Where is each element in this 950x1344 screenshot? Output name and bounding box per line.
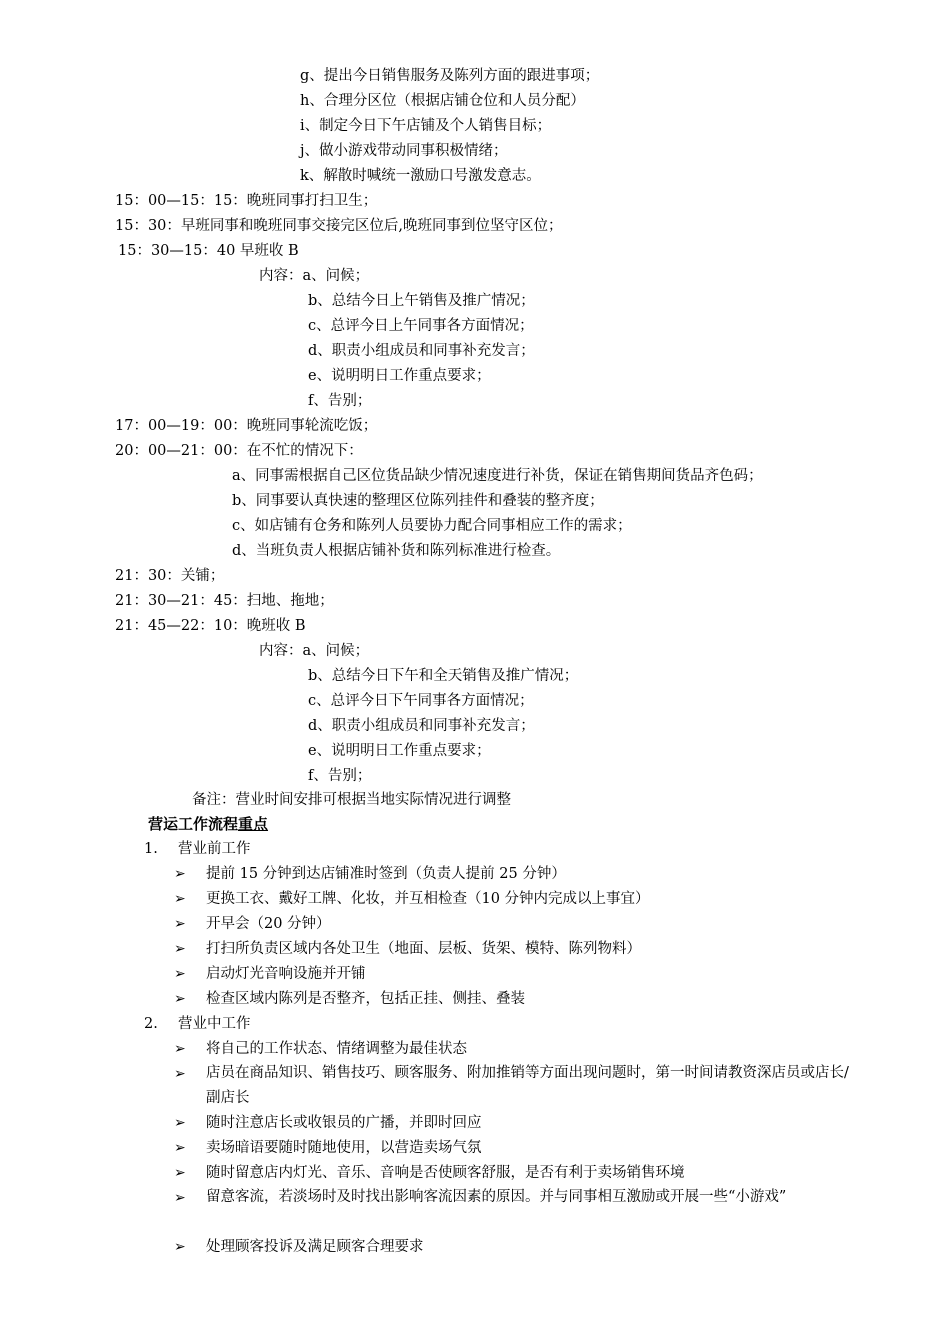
part-number: 2. xyxy=(144,1016,158,1032)
list-item: 开早会（20 分钟） xyxy=(206,916,331,932)
list-item: f、告别； xyxy=(308,393,372,409)
list-item: 随时留意店内灯光、音乐、音响是否使顾客舒服，是否有利于卖场销售环境 xyxy=(206,1165,685,1181)
section-title-main: 营运工作流程 xyxy=(148,815,239,833)
list-item: 将自己的工作状态、情绪调整为最佳状态 xyxy=(206,1041,467,1057)
list-item: 打扫所负责区域内各处卫生（地面、层板、货架、模特、陈列物料） xyxy=(206,941,641,957)
list-item: 留意客流，若淡场时及时找出影响客流因素的原因。并与同事相互激励或开展一些“小游戏” xyxy=(206,1189,787,1205)
schedule-line: 21：45—22：10：晚班收 B xyxy=(115,618,306,634)
list-item: 店员在商品知识、销售技巧、顾客服务、附加推销等方面出现问题时，第一时间请教资深店员或店长/副店长 xyxy=(206,1065,849,1106)
list-item: a、同事需根据自己区位货品缺少情况速度进行补货，保证在销售期间货品齐色码； xyxy=(232,468,763,484)
list-item: c、总评今日上午同事各方面情况； xyxy=(308,318,534,334)
list-item: 启动灯光音响设施并开铺 xyxy=(206,966,366,982)
schedule-line: 20：00—21：00：在不忙的情况下： xyxy=(115,443,363,459)
list-item: 提前 15 分钟到达店铺准时签到（负责人提前 25 分钟） xyxy=(206,866,566,882)
list-item: 检查区域内陈列是否整齐，包括正挂、侧挂、叠装 xyxy=(206,991,525,1007)
arrow-bullet-icon: ➢ xyxy=(174,991,186,1007)
list-item: f、告别； xyxy=(308,768,372,784)
schedule-line: 15：00—15：15：晚班同事打扫卫生； xyxy=(115,193,378,209)
meeting-content-label: 内容：a、问候； xyxy=(259,268,370,284)
arrow-bullet-icon: ➢ xyxy=(174,916,186,932)
list-item: b、同事要认真快速的整理区位陈列挂件和叠装的整齐度； xyxy=(232,493,604,509)
list-item: c、如店铺有仓务和陈列人员要协力配合同事相应工作的需求； xyxy=(232,518,632,534)
list-item: d、职责小组成员和同事补充发言； xyxy=(308,718,535,734)
arrow-bullet-icon: ➢ xyxy=(174,1041,186,1057)
arrow-bullet-icon: ➢ xyxy=(174,966,186,982)
section-title xyxy=(148,815,268,833)
schedule-line: 15：30：早班同事和晚班同事交接完区位后,晚班同事到位坚守区位； xyxy=(115,218,563,234)
list-item: d、当班负责人根据店铺补货和陈列标准进行检查。 xyxy=(232,543,561,559)
arrow-bullet-icon: ➢ xyxy=(174,1140,186,1156)
section-title-emphasis: 重点 xyxy=(238,815,269,833)
list-item: h、合理分区位（根据店铺仓位和人员分配） xyxy=(300,93,585,109)
list-item: i、制定今日下午店铺及个人销售目标； xyxy=(300,118,552,134)
part-label: 营业前工作 xyxy=(178,841,251,857)
arrow-bullet-icon: ➢ xyxy=(174,866,186,882)
list-item: 处理顾客投诉及满足顾客合理要求 xyxy=(206,1239,424,1255)
list-item: 随时注意店长或收银员的广播，并即时回应 xyxy=(206,1115,482,1131)
list-item: e、说明明日工作重点要求； xyxy=(308,743,491,759)
list-item: g、提出今日销售服务及陈列方面的跟进事项； xyxy=(300,68,600,84)
schedule-line: 21：30—21：45：扫地、拖地； xyxy=(115,593,334,609)
list-item: b、总结今日上午销售及推广情况； xyxy=(308,293,535,309)
schedule-line: 17：00—19：00：晚班同事轮流吃饭； xyxy=(115,418,378,434)
arrow-bullet-icon: ➢ xyxy=(174,941,186,957)
list-item: k、解散时喊统一激励口号激发意志。 xyxy=(300,168,541,184)
arrow-bullet-icon: ➢ xyxy=(174,1190,186,1206)
list-item: b、总结今日下午和全天销售及推广情况； xyxy=(308,668,579,684)
part-number: 1. xyxy=(144,841,158,857)
arrow-bullet-icon: ➢ xyxy=(174,891,186,907)
list-item: 更换工衣、戴好工牌、化妆，并互相检查（10 分钟内完成以上事宜） xyxy=(206,891,650,907)
arrow-bullet-icon: ➢ xyxy=(174,1066,186,1082)
list-item: e、说明明日工作重点要求； xyxy=(308,368,491,384)
arrow-bullet-icon: ➢ xyxy=(174,1165,186,1181)
list-item: j、做小游戏带动同事积极情绪； xyxy=(300,143,508,159)
note: 备注：营业时间安排可根据当地实际情况进行调整 xyxy=(192,792,511,808)
list-item: c、总评今日下午同事各方面情况； xyxy=(308,693,534,709)
list-item: 卖场暗语要随时随地使用，以营造卖场气氛 xyxy=(206,1140,482,1156)
list-item: d、职责小组成员和同事补充发言； xyxy=(308,343,535,359)
arrow-bullet-icon: ➢ xyxy=(174,1115,186,1131)
schedule-line: 15：30—15：40 早班收 B xyxy=(118,243,299,259)
meeting-content-label: 内容：a、问候； xyxy=(259,643,370,659)
arrow-bullet-icon: ➢ xyxy=(174,1239,186,1255)
part-label: 营业中工作 xyxy=(178,1016,251,1032)
schedule-line: 21：30：关铺； xyxy=(115,568,225,584)
